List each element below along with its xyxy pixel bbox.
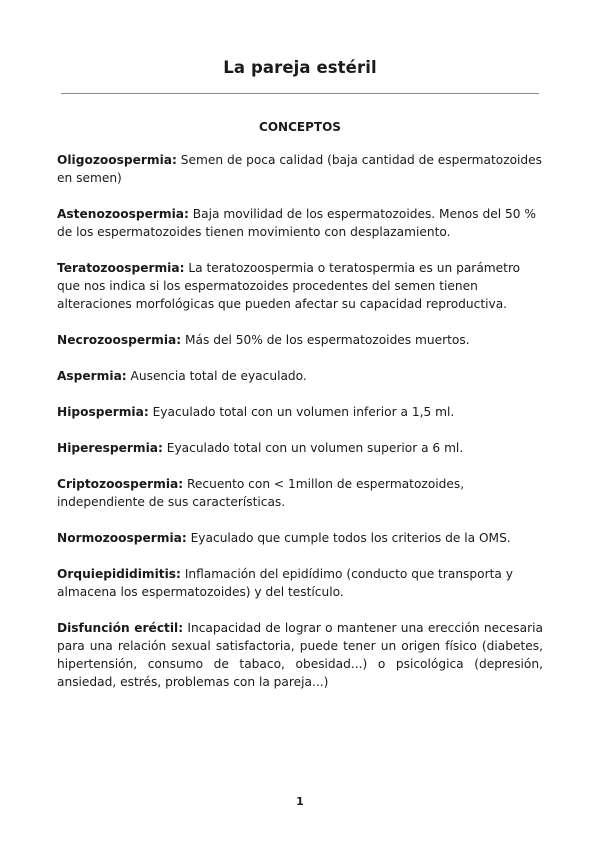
concept-term: Astenozoospermia: <box>57 207 189 221</box>
concept-definition: Recuento con < 1millon de espermatozoides, independiente de sus características. <box>57 477 465 509</box>
concept-entry-disfuncion-erectil <box>57 619 543 691</box>
concept-definition: Inflamación del epidídimo (conducto que transporta y almacena los espermatozoides) y del testículo. <box>57 567 513 599</box>
concept-definition: Ausencia total de eyaculado. <box>130 369 307 383</box>
concept-entry-criptozoospermia <box>57 475 543 511</box>
concept-entry-necrozoospermia <box>57 331 543 349</box>
concept-entry-teratozoospermia <box>57 259 543 313</box>
concept-entry-aspermia <box>57 367 543 385</box>
title-divider <box>61 93 539 94</box>
concept-term: Necrozoospermia: <box>57 333 182 347</box>
concept-term: Disfunción eréctil: <box>57 621 184 635</box>
concept-definition: Eyaculado que cumple todos los criterios de la OMS. <box>190 531 511 545</box>
concept-term: Hipospermia: <box>57 405 149 419</box>
concepts-list <box>57 151 543 709</box>
concept-entry-orquiepididimitis <box>57 565 543 601</box>
concept-definition: Eyaculado total con un volumen inferior a 1,5 ml. <box>152 405 455 419</box>
concept-entry-hiperespermia <box>57 439 543 457</box>
concept-definition: Más del 50% de los espermatozoides muertos. <box>185 333 470 347</box>
page-title: La pareja estéril <box>223 58 377 77</box>
concept-entry-normozoospermia <box>57 529 543 547</box>
concept-definition: Semen de poca calidad (baja cantidad de espermatozoides en semen) <box>57 153 543 185</box>
concept-entry-astenozoospermia <box>57 205 543 241</box>
concept-definition: Baja movilidad de los espermatozoides. Menos del 50 % de los espermatozoides tienen movimiento con desplazamiento. <box>57 207 536 239</box>
concept-term: Oligozoospermia: <box>57 153 177 167</box>
concept-term: Criptozoospermia: <box>57 477 184 491</box>
concept-definition: La teratozoospermia o teratospermia es un parámetro que nos indica si los espermatozoides procedentes del semen tienen alteraciones morfológicas que pueden afectar su capacidad reproductiva. <box>57 261 521 311</box>
concept-term: Teratozoospermia: <box>57 261 185 275</box>
section-heading: CONCEPTOS <box>259 120 341 134</box>
concept-entry-hipospermia <box>57 403 543 421</box>
concept-term: Normozoospermia: <box>57 531 187 545</box>
page-number: 1 <box>296 795 304 808</box>
concept-term: Aspermia: <box>57 369 127 383</box>
concept-definition: Incapacidad de lograr o mantener una erección necesaria para una relación sexual satisfactoria, puede tener un origen físico (diabetes, hipertensión, consumo de tabaco, obesidad...) o psicológica (depresión, ansiedad, estrés, problemas con la pareja...) <box>57 621 543 689</box>
concept-entry-oligozoospermia <box>57 151 543 187</box>
concept-term: Hiperespermia: <box>57 441 163 455</box>
concept-term: Orquiepididimitis: <box>57 567 181 581</box>
concept-definition: Eyaculado total con un volumen superior a 6 ml. <box>166 441 464 455</box>
